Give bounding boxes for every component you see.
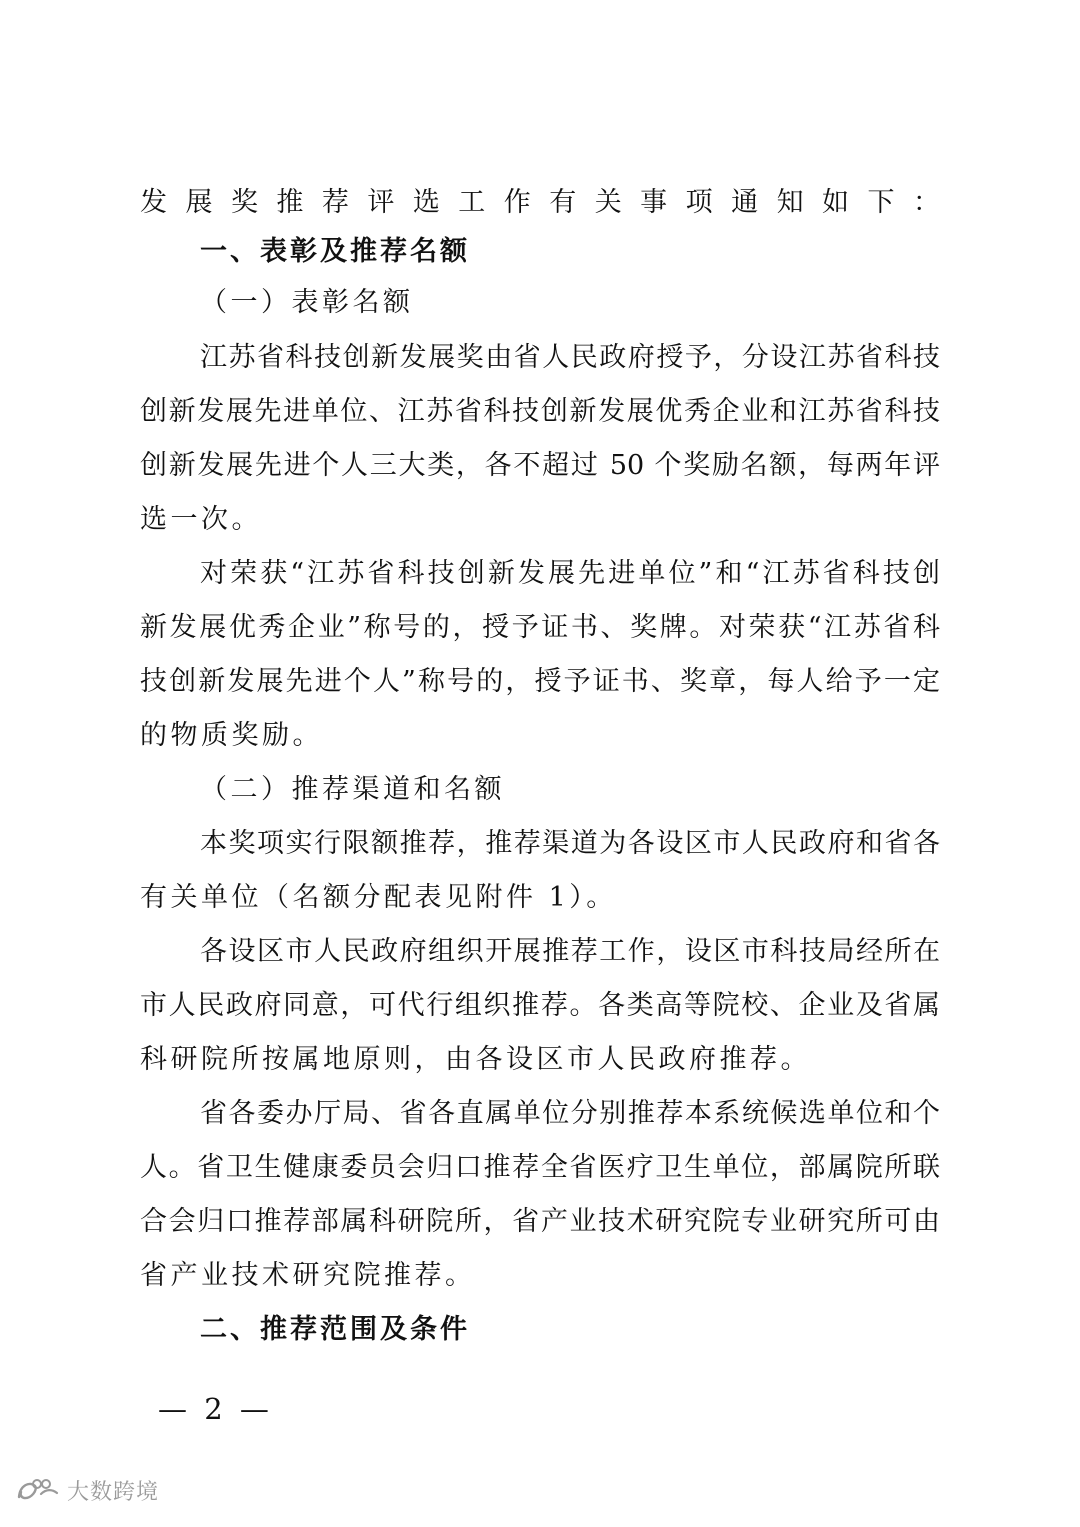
watermark (16, 1474, 159, 1506)
paragraph-line: 创新发展先进单位、江苏省科技创新发展优秀企业和江苏省科技 (140, 396, 940, 427)
paragraph-line: 江苏省科技创新发展奖由省人民政府授予，分设江苏省科技 (200, 342, 940, 373)
paragraph-line: 新发展优秀企业”称号的，授予证书、奖牌。对荣获“江苏省科 (140, 612, 940, 643)
paragraph-line: 的物质奖励。 (140, 720, 323, 751)
paragraph-line: 合会归口推荐部属科研院所，省产业技术研究院专业研究所可由 (140, 1206, 940, 1237)
page-number: — 2 — (158, 1392, 273, 1426)
paragraph-line: 市人民政府同意，可代行组织推荐。各类高等院校、企业及省属 (140, 990, 940, 1021)
paragraph-line: 省产业技术研究院推荐。 (140, 1260, 476, 1291)
watermark-text: 大数跨境 (67, 1479, 160, 1505)
section-heading-2: 二、推荐范围及条件 (200, 1314, 470, 1345)
paragraph-line: 对荣获“江苏省科技创新发展先进单位”和“江苏省科技创 (200, 558, 940, 589)
intro-line: 发展奖推荐评选工作有关事项通知如下： (140, 187, 940, 218)
paragraph-line: 人。省卫生健康委员会归口推荐全省医疗卫生单位，部属院所联 (140, 1152, 940, 1183)
paragraph-line: 选一次。 (140, 504, 262, 535)
subsection-heading-2: （二）推荐渠道和名额 (200, 774, 505, 805)
paragraph-line: 创新发展先进个人三大类，各不超过 50 个奖励名额，每两年评 (140, 450, 940, 481)
logo-icon (16, 1476, 60, 1504)
subsection-heading-1: （一）表彰名额 (200, 287, 414, 318)
paragraph-line: 各设区市人民政府组织开展推荐工作，设区市科技局经所在 (200, 936, 940, 967)
paragraph-line: 有关单位（名额分配表见附件 1）。 (140, 882, 617, 913)
paragraph-line: 科研院所按属地原则，由各设区市人民政府推荐。 (140, 1044, 811, 1075)
paragraph-line: 本奖项实行限额推荐，推荐渠道为各设区市人民政府和省各 (200, 828, 940, 859)
section-heading-1: 一、表彰及推荐名额 (200, 236, 470, 267)
paragraph-line: 技创新发展先进个人”称号的，授予证书、奖章，每人给予一定 (140, 666, 940, 697)
paragraph-line: 省各委办厅局、省各直属单位分别推荐本系统候选单位和个 (200, 1098, 940, 1129)
